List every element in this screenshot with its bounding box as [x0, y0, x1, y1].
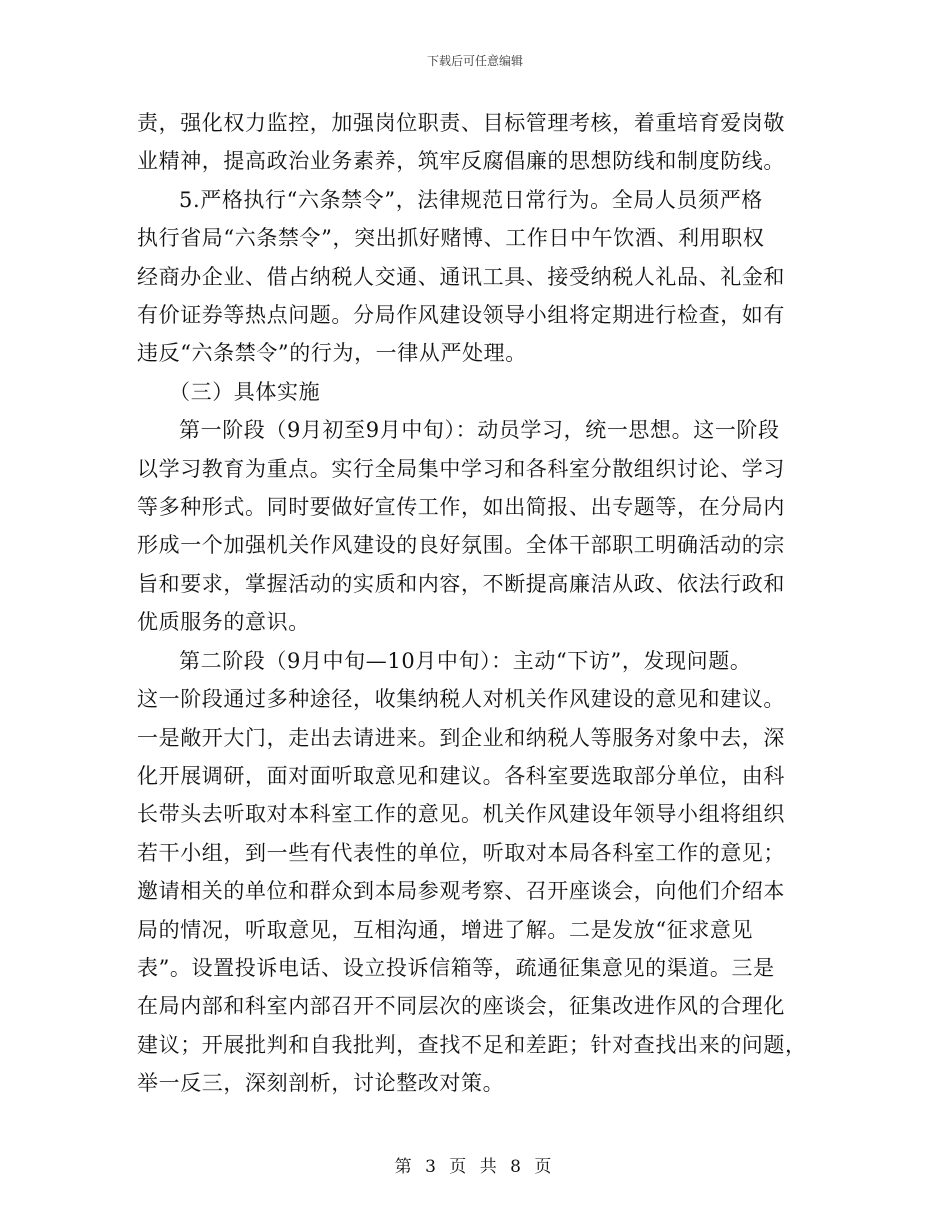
text-line: 等多种形式。同时要做好宣传工作，如出简报、出专题等，在分局内 — [137, 495, 785, 520]
paragraph-continuation — [137, 104, 817, 181]
text-line: 有价证券等热点问题。分局作风建设领导小组将定期进行检查，如有 — [137, 303, 785, 328]
text-line: 表”。设置投诉电话、设立投诉信箱等，疏通征集意见的渠道。三是 — [137, 955, 775, 980]
text-line: 一是敞开大门，走出去请进来。到企业和纳税人等服务对象中去，深 — [137, 725, 785, 750]
text-line: 第一阶段（9月初至9月中旬）：动员学习，统一思想。这一阶段 — [179, 418, 780, 443]
section-heading — [137, 373, 817, 411]
paragraph-phase-one — [137, 411, 817, 641]
text-line: 邀请相关的单位和群众到本局参观考察、召开座谈会，向他们介绍本 — [137, 879, 785, 904]
text-line: 长带头去听取对本科室工作的意见。机关作风建设年领导小组将组织 — [137, 802, 785, 827]
text-line: 化开展调研，面对面听取意见和建议。各科室要选取部分单位，由科 — [137, 763, 785, 788]
text-line: 形成一个加强机关作风建设的良好氛围。全体干部职工明确活动的宗 — [137, 533, 785, 558]
text-line: 在局内部和科室内部召开不同层次的座谈会，征集改进作风的合理化 — [137, 994, 785, 1019]
text-line: 执行省局“六条禁令”，突出抓好赌博、工作日中午饮酒、利用职权 — [137, 226, 765, 251]
text-line: 责，强化权力监控，加强岗位职责、目标管理考核，着重培育爱岗敬 — [137, 111, 785, 135]
text-line: 违反“六条禁令”的行为，一律从严处理。 — [137, 341, 527, 366]
text-line: 举一反三，深刻剖析，讨论整改对策。 — [137, 1071, 505, 1096]
text-line: （三）具体实施 — [169, 379, 321, 404]
paragraph-phase-two — [137, 642, 817, 1103]
text-line: 优质服务的意识。 — [137, 610, 310, 635]
text-line: 这一阶段通过多种途径，收集纳税人对机关作风建设的意见和建议。 — [137, 687, 785, 712]
page-header: 下载后可任意编辑 — [426, 54, 523, 68]
text-line: 业精神，提高政治业务素养，筑牢反腐倡廉的思想防线和制度防线。 — [137, 149, 785, 174]
text-line: 建议；开展批判和自我批判，查找不足和差距；针对查找出来的问题， — [137, 1032, 807, 1057]
text-line: 若干小组，到一些有代表性的单位，听取对本局各科室工作的意见； — [137, 840, 785, 865]
text-line: 经商办企业、借占纳税人交通、通讯工具、接受纳税人礼品、礼金和 — [137, 264, 785, 289]
text-line: 局的情况，听取意见，互相沟通，增进了解。二是发放“征求意见 — [137, 917, 754, 942]
text-line: 旨和要求，掌握活动的实质和内容，不断提高廉洁从政、依法行政和 — [137, 571, 785, 596]
text-line: 以学习教育为重点。实行全局集中学习和各科室分散组织讨论、学习 — [137, 456, 785, 481]
text-line: 5.严格执行“六条禁令”，法律规范日常行为。全局人员须严格 — [179, 187, 763, 212]
paragraph-six-bans — [137, 181, 817, 373]
text-line: 第二阶段（9月中旬—10月中旬）：主动“下访”，发现问题。 — [179, 648, 752, 673]
page-number: 第 3 页 共 8 页 — [394, 1157, 556, 1177]
document-body — [137, 104, 817, 1103]
